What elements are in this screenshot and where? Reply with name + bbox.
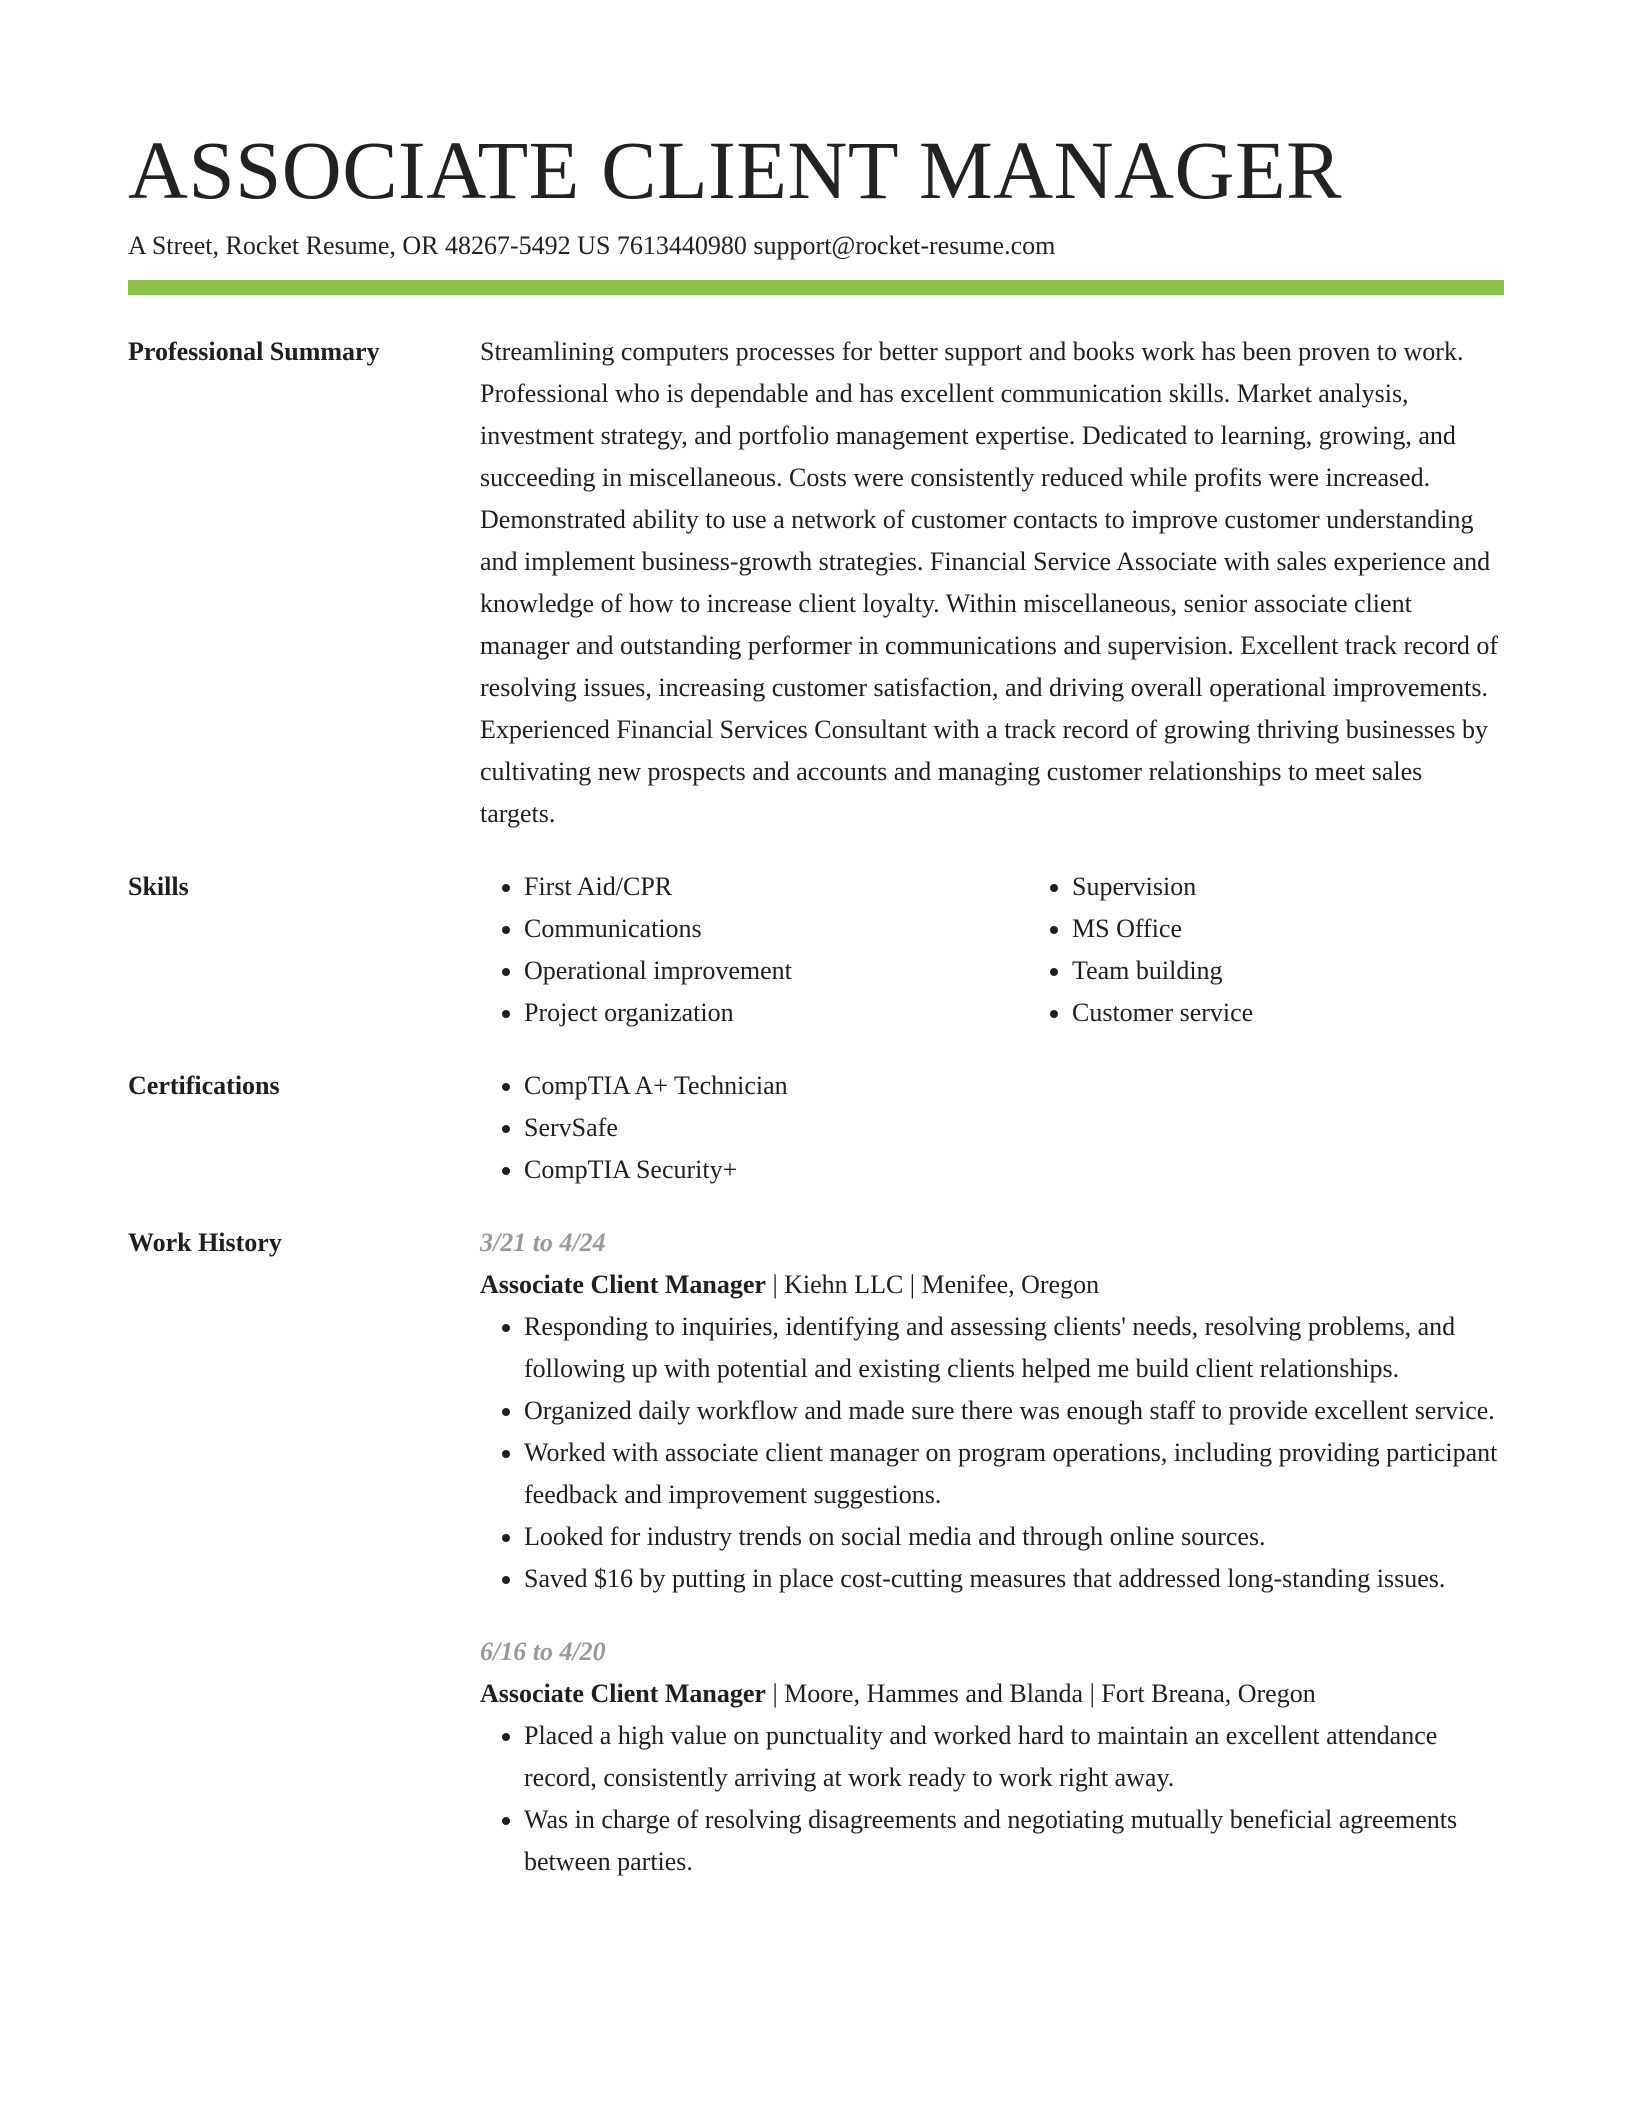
section-label-work-history: Work History bbox=[128, 1228, 282, 1257]
section-label-skills: Skills bbox=[128, 872, 189, 901]
resume-page bbox=[128, 122, 1504, 1883]
section-certifications bbox=[128, 1065, 1504, 1191]
job-bullet: • Worked with associate client manager on program operations, including providing participant feedback and improvement suggestions. bbox=[524, 1432, 1504, 1516]
job-dates: 6/16 to 4/20 bbox=[480, 1637, 606, 1666]
job-title: Associate Client Manager bbox=[480, 1679, 766, 1708]
skills-columns bbox=[480, 866, 1576, 1034]
skill-item: • Customer service bbox=[1072, 992, 1576, 1034]
certifications-list bbox=[480, 1065, 1504, 1191]
section-work-history bbox=[128, 1222, 1504, 1883]
contact-phone: 7613440980 bbox=[616, 231, 747, 260]
job-title: Associate Client Manager bbox=[480, 1270, 766, 1299]
resume-name-heading: ASSOCIATE CLIENT MANAGER bbox=[128, 124, 1343, 216]
certification-item: • ServSafe bbox=[524, 1107, 1504, 1149]
contact-address: A Street, Rocket Resume, OR 48267-5492 US bbox=[128, 231, 611, 260]
job-heading bbox=[480, 1264, 1504, 1306]
job-heading bbox=[480, 1673, 1504, 1715]
skill-item: • Supervision bbox=[1072, 866, 1576, 908]
skills-list-left bbox=[480, 866, 1028, 1034]
certifications-body bbox=[480, 1065, 1504, 1191]
skill-item: • Project organization bbox=[524, 992, 1028, 1034]
job-entry bbox=[480, 1222, 1504, 1600]
section-label-summary: Professional Summary bbox=[128, 337, 380, 366]
contact-line bbox=[128, 228, 1504, 264]
job-company-location: | Moore, Hammes and Blanda | Fort Breana, Oregon bbox=[765, 1679, 1316, 1708]
certification-item: • CompTIA A+ Technician bbox=[524, 1065, 1504, 1107]
summary-text: Streamlining computers processes for better support and books work has been proven to work. Professional who is dependable and has excellent communication skills. Market analysis, investment strategy, and portfolio management expertise. Dedicated to learning, growing, and succeeding in miscellaneous. Costs were consistently reduced while profits were increased. Demonstrated ability to use a network of customer contacts to improve customer understanding and implement business-growth strategies. Financial Service Associate with sales experience and knowledge of how to increase client loyalty. Within miscellaneous, senior associate client manager and outstanding performer in communications and supervision. Excellent track record of resolving issues, increasing customer satisfaction, and driving overall operational improvements. Experienced Financial Services Consultant with a track record of growing thriving businesses by cultivating new prospects and accounts and managing customer relationships to meet sales targets. bbox=[480, 337, 1498, 828]
job-bullet: • Looked for industry trends on social media and through online sources. bbox=[524, 1516, 1504, 1558]
skill-item: • Communications bbox=[524, 908, 1028, 950]
section-label-certifications: Certifications bbox=[128, 1071, 280, 1100]
skill-item: • Operational improvement bbox=[524, 950, 1028, 992]
job-bullet: • Was in charge of resolving disagreements and negotiating mutually beneficial agreements between parties. bbox=[524, 1799, 1504, 1883]
job-bullet: • Responding to inquiries, identifying and assessing clients' needs, resolving problems, and following up with potential and existing clients helped me build client relationships. bbox=[524, 1306, 1504, 1390]
skill-item: • First Aid/CPR bbox=[524, 866, 1028, 908]
job-bullet: • Placed a high value on punctuality and worked hard to maintain an excellent attendance record, consistently arriving at work ready to work right away. bbox=[524, 1715, 1504, 1799]
skills-list-right bbox=[1028, 866, 1576, 1034]
job-entry bbox=[480, 1631, 1504, 1883]
job-bullet: • Saved $16 by putting in place cost-cutting measures that addressed long-standing issues. bbox=[524, 1558, 1504, 1600]
job-bullet: • Organized daily workflow and made sure there was enough staff to provide excellent service. bbox=[524, 1390, 1504, 1432]
job-dates: 3/21 to 4/24 bbox=[480, 1228, 606, 1257]
skill-item: • MS Office bbox=[1072, 908, 1576, 950]
certification-item: • CompTIA Security+ bbox=[524, 1149, 1504, 1191]
contact-email: support@rocket-resume.com bbox=[753, 231, 1056, 260]
skill-item: • Team building bbox=[1072, 950, 1576, 992]
section-skills bbox=[128, 866, 1504, 1034]
work-history-body bbox=[480, 1222, 1504, 1883]
job-company-location: | Kiehn LLC | Menifee, Oregon bbox=[765, 1270, 1100, 1299]
section-professional-summary bbox=[128, 331, 1504, 835]
job-bullet-list bbox=[480, 1306, 1504, 1600]
header-divider bbox=[128, 280, 1504, 295]
job-bullet-list bbox=[480, 1715, 1504, 1883]
